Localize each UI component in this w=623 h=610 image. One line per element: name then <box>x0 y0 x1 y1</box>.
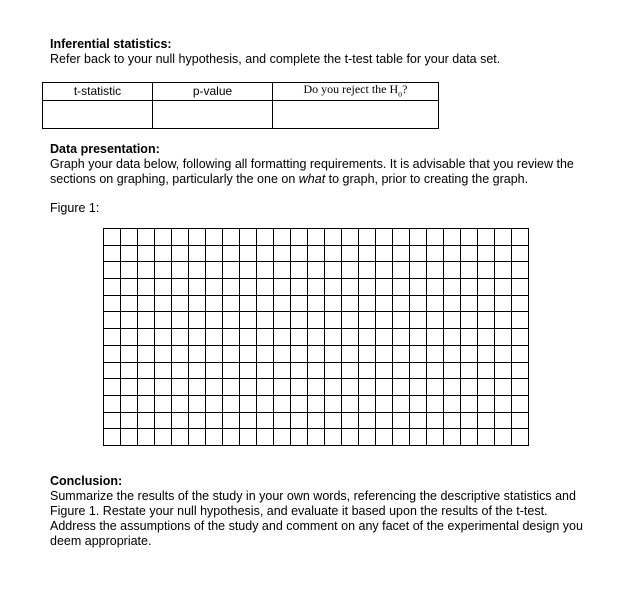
data-presentation-heading: Data presentation: <box>50 142 160 156</box>
reject-null-cell[interactable] <box>273 101 439 129</box>
t-test-answer-row <box>43 101 439 129</box>
inferential-instruction: Refer back to your null hypothesis, and complete the t-test table for your data set. <box>50 52 501 66</box>
figure-1-label: Figure 1: <box>50 201 100 215</box>
p-value-header: p-value <box>153 83 273 101</box>
data-presentation-text <box>50 157 595 187</box>
inferential-statistics-heading: Inferential statistics: <box>50 37 172 51</box>
data-presentation-text-end: to graph, prior to creating the graph. <box>325 172 529 186</box>
conclusion-heading: Conclusion: <box>50 474 123 488</box>
t-test-header-row <box>43 83 439 101</box>
data-presentation-emphasis: what <box>298 172 326 186</box>
reject-null-suffix: ? <box>402 82 408 96</box>
t-statistic-header: t-statistic <box>43 83 153 101</box>
reject-null-header <box>273 83 439 101</box>
graph-paper-grid <box>103 228 529 446</box>
t-test-table <box>42 82 439 129</box>
p-value-cell[interactable] <box>153 101 273 129</box>
t-statistic-cell[interactable] <box>43 101 153 129</box>
reject-null-subscript: o <box>398 89 403 99</box>
data-presentation-text-start: Graph your data below, following all formatting requirements. It is advisable that you review the sections on graphing, particularly the one on <box>50 157 574 186</box>
reject-null-prefix: Do you reject the H <box>303 82 399 96</box>
conclusion-text: Summarize the results of the study in your own words, referencing the descriptive statistics and Figure 1. Restate your null hypothesis, and evaluate it based upon the results of the t-test. Address the assumptions of the study and comment on any facet of the experimental design you deem appropriate. <box>50 489 583 548</box>
